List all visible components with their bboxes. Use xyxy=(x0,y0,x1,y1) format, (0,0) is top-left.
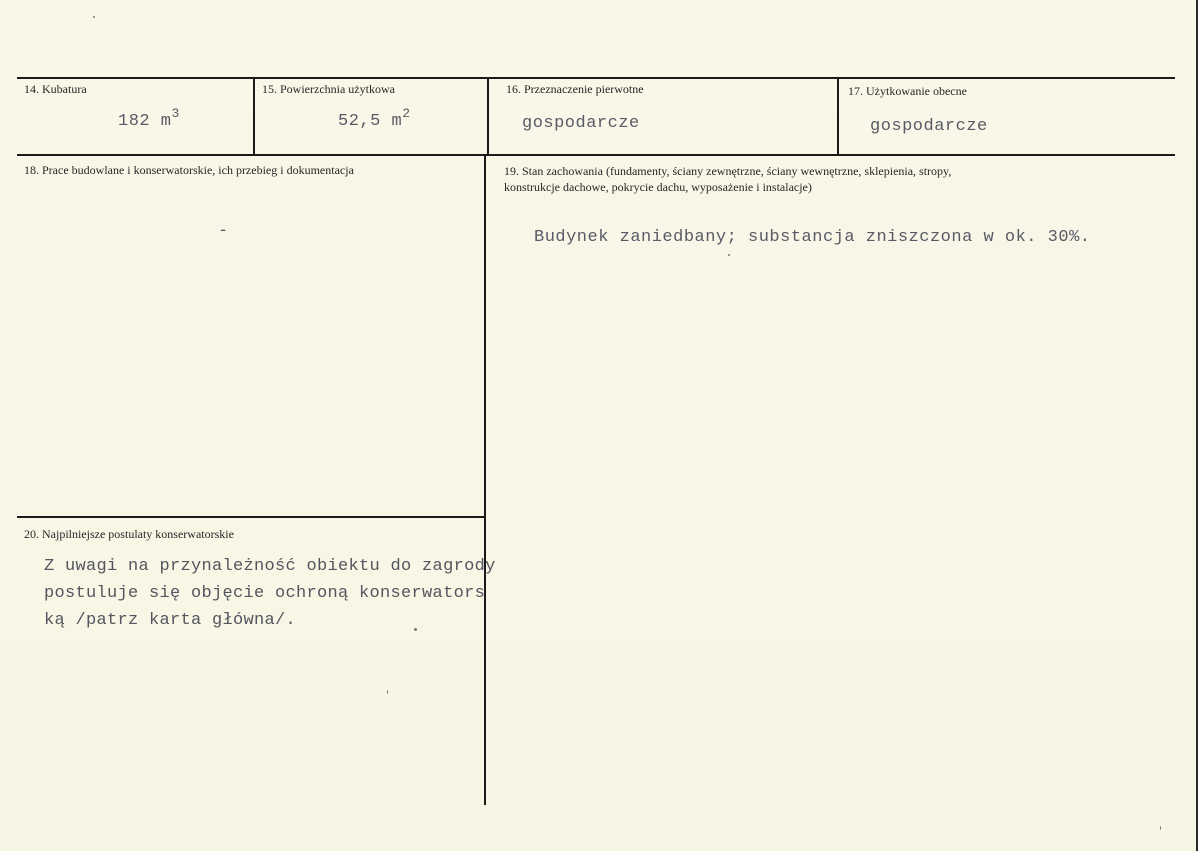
divider-main-lower xyxy=(484,155,486,805)
field-17-value: gospodarcze xyxy=(870,117,988,136)
field-18-label: 18. Prace budowlane i konserwatorskie, ich przebieg i dokumentacja xyxy=(24,163,354,177)
divider-14-15 xyxy=(253,78,255,155)
field-20-line-2: postuluje się objęcie ochroną konserwators xyxy=(44,584,486,603)
field-15-value xyxy=(338,106,411,131)
field-20-line-1: Z uwagi na przynależność obiektu do zagrody xyxy=(44,557,496,576)
row1-bottom-rule xyxy=(17,154,1175,156)
field-19-label-line2: konstrukcje dachowe, pokrycie dachu, wyposażenie i instalacje) xyxy=(504,180,812,194)
section20-top-rule xyxy=(17,516,485,518)
field-14-number: 182 m xyxy=(118,112,172,131)
field-19-value: Budynek zaniedbany; substancja zniszczona w ok. 30%. xyxy=(534,228,1091,247)
field-15-unit-exponent: 2 xyxy=(402,106,411,121)
scan-speck xyxy=(414,628,417,631)
divider-15-16 xyxy=(487,78,489,155)
scan-speck xyxy=(1160,826,1161,830)
field-14-label: 14. Kubatura xyxy=(24,82,87,96)
field-20-label: 20. Najpilniejsze postulaty konserwatorskie xyxy=(24,527,234,541)
field-18-value: - xyxy=(218,222,229,241)
field-17-label: 17. Użytkowanie obecne xyxy=(848,84,967,98)
field-20-value xyxy=(44,553,496,634)
field-14-unit-exponent: 3 xyxy=(171,106,180,121)
scan-speck xyxy=(387,690,388,694)
field-16-value: gospodarcze xyxy=(522,114,640,133)
top-rule xyxy=(17,77,1175,79)
field-16-label: 16. Przeznaczenie pierwotne xyxy=(506,82,644,96)
field-15-label: 15. Powierzchnia użytkowa xyxy=(262,82,395,96)
field-19-label-line1: 19. Stan zachowania (fundamenty, ściany zewnętrzne, ściany wewnętrzne, sklepienia, stropy, xyxy=(504,164,952,178)
scan-speck xyxy=(93,16,95,18)
divider-16-17 xyxy=(837,78,839,155)
scan-speck xyxy=(728,254,730,256)
field-14-value xyxy=(118,106,180,131)
field-20-line-3: ką /patrz karta główna/. xyxy=(44,611,297,630)
field-15-number: 52,5 m xyxy=(338,112,403,131)
